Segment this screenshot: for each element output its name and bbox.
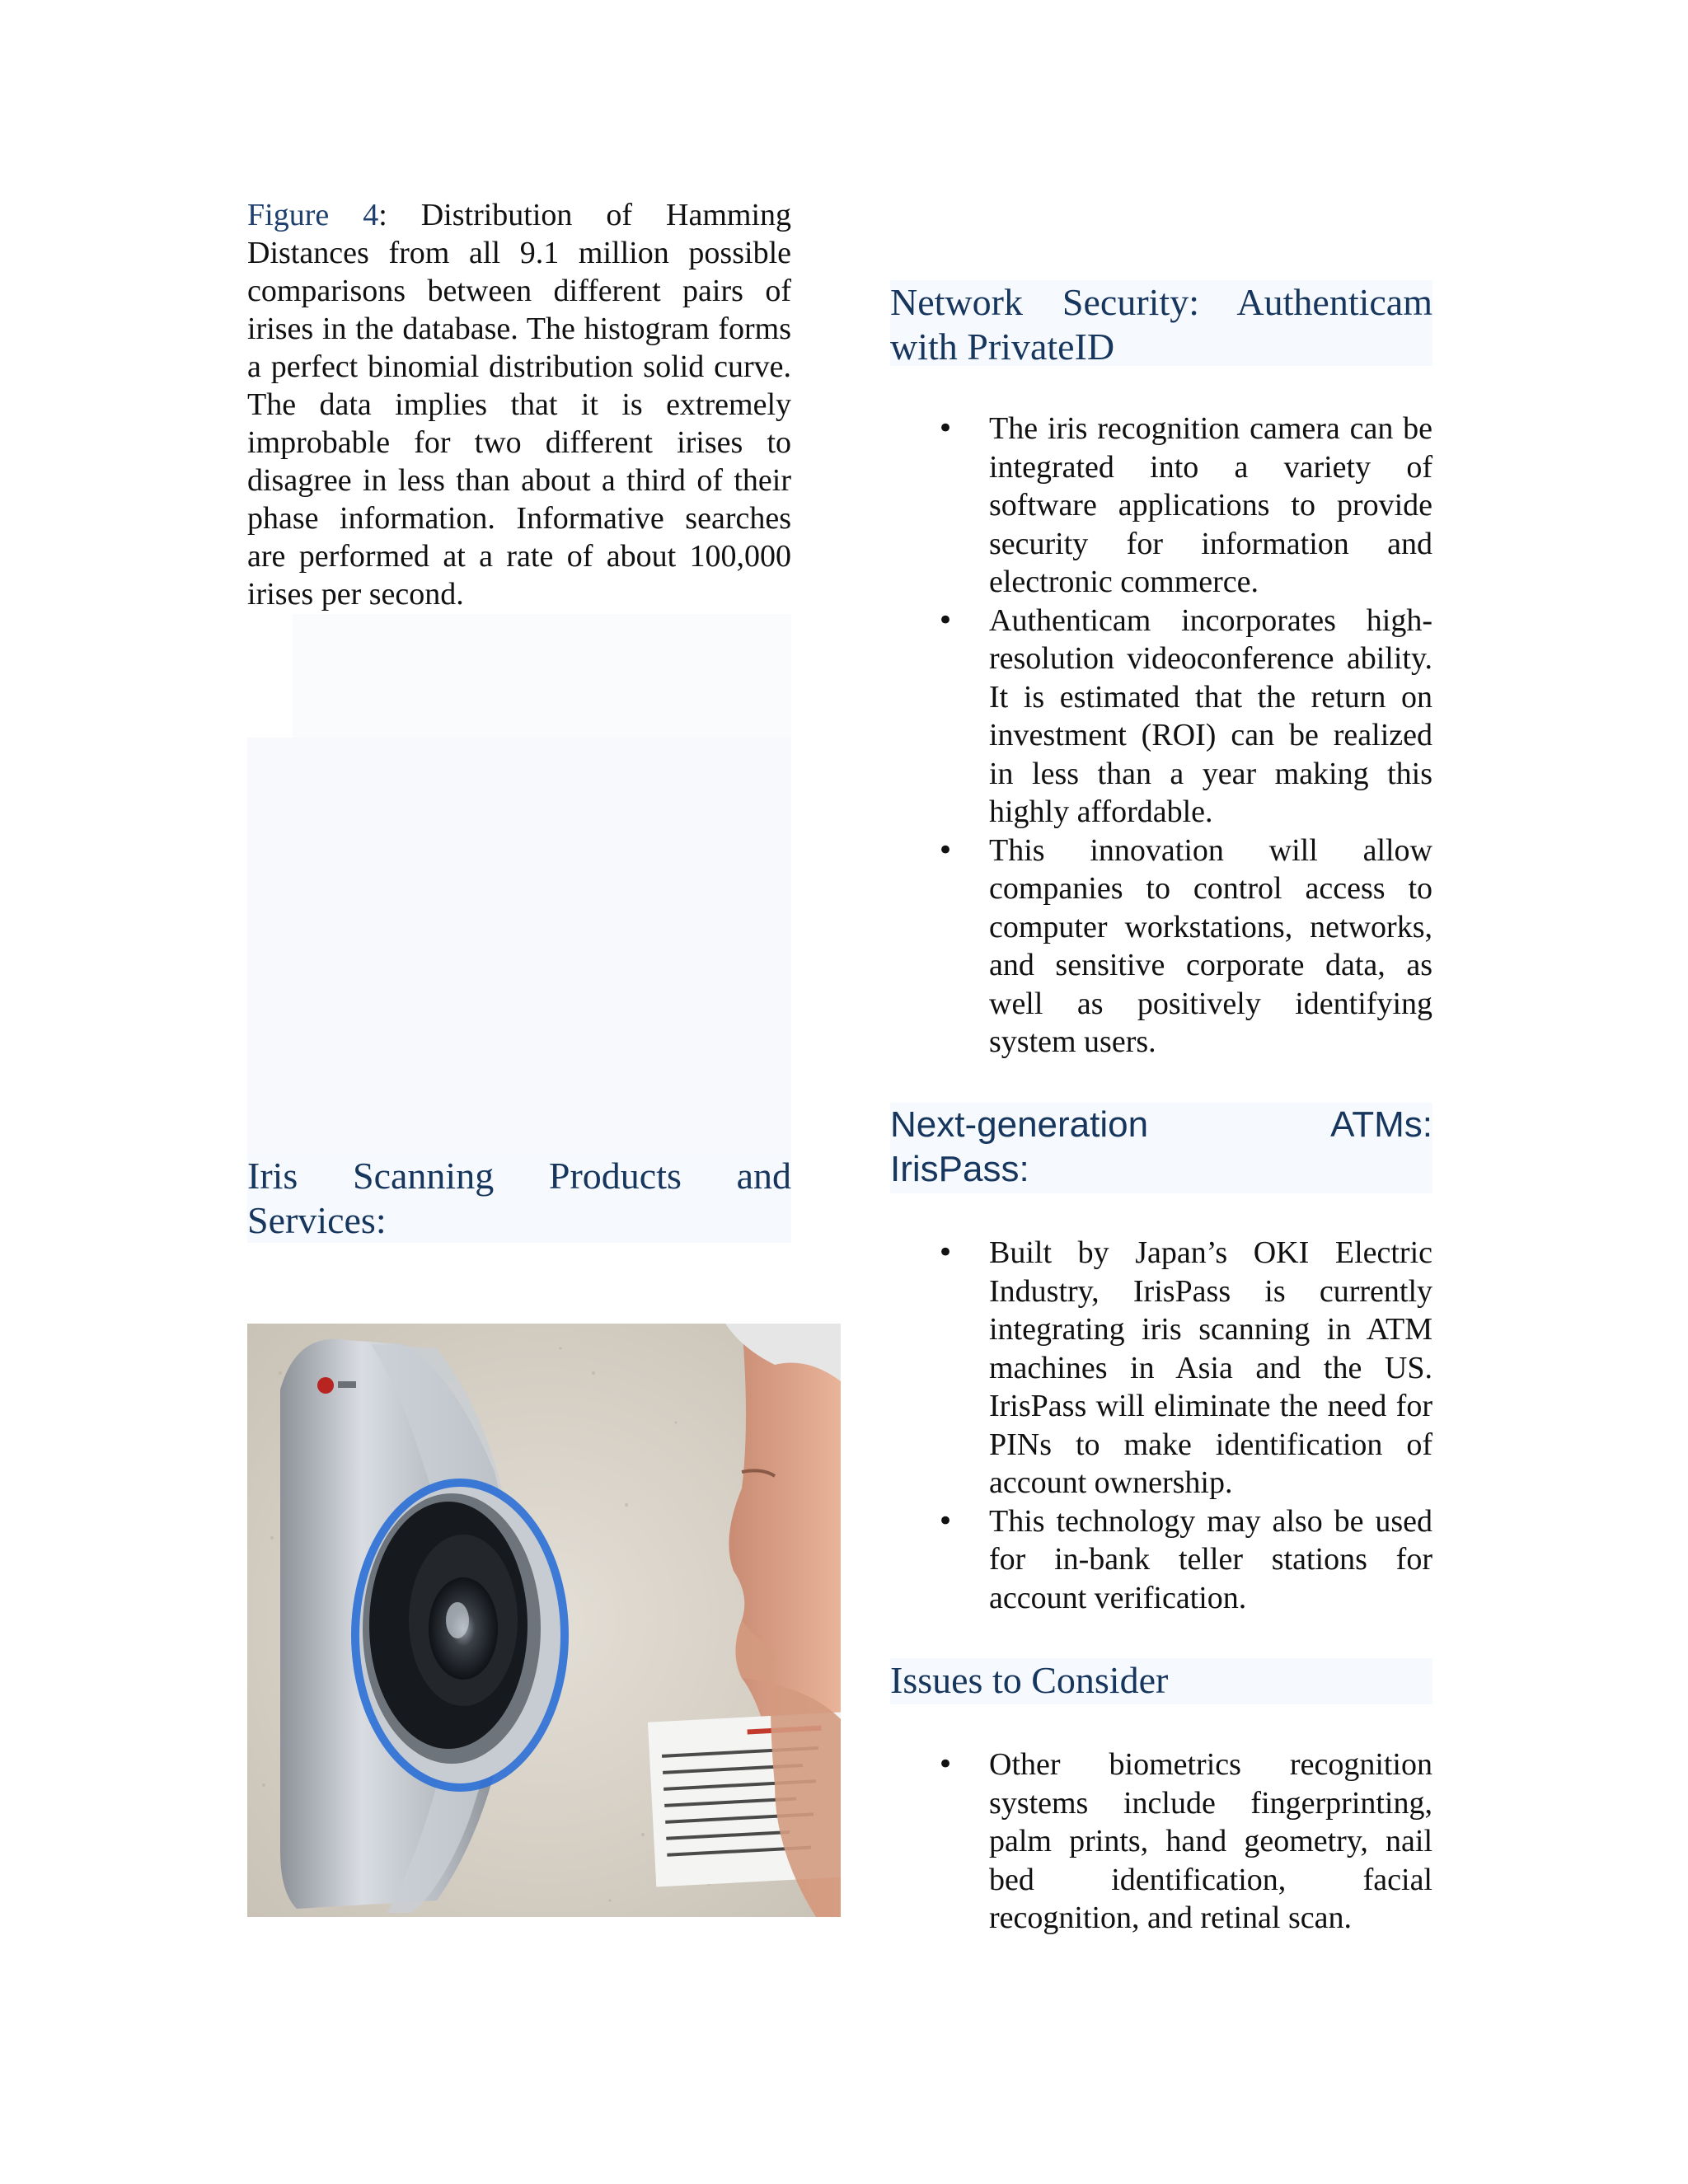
figure-label: Figure 4	[247, 198, 379, 232]
iris-scanning-heading	[247, 1154, 791, 1243]
list-item: • This technology may also be used for in-bank teller stations for account verification.	[890, 1502, 1432, 1618]
heading-line: Iris Scanning Products and	[247, 1155, 791, 1197]
figure-caption-text: : Distribution of Hamming Distances from all 9.1 million possible comparisons between different pairs of irises in the database. The histogram forms a perfect binomial distribution solid curve. The data implies that it is extremely improbable for two different irises to disagree in less than about a third of their phase information. Informative searches are performed at a rate of about 100,000 irises per second.	[247, 198, 791, 612]
list-item: • This innovation will allow companies to control access to computer workstations, networks, and sensitive corporate data, as well as positively identifying system users.	[890, 832, 1432, 1062]
heading-line: IrisPass:	[890, 1149, 1029, 1189]
network-security-list	[890, 410, 1432, 1062]
list-item: • Other biometrics recognition systems include fingerprinting, palm prints, hand geometry, nail bed identification, facial recognition, and retinal scan.	[890, 1746, 1432, 1938]
list-item: • Authenticam incorporates high-resolution videoconference ability. It is estimated that the return on investment (ROI) can be realized in less than a year making this highly affordable.	[890, 602, 1432, 832]
network-security-heading	[890, 280, 1432, 366]
figure-placeholder-area	[293, 614, 791, 738]
heading-line: Issues to Consider	[890, 1659, 1169, 1701]
list-item: • The iris recognition camera can be integrated into a variety of software applications to provide security for information and electronic commerce.	[890, 410, 1432, 602]
atms-heading	[890, 1103, 1432, 1193]
iris-scanner-photo	[247, 1324, 841, 1917]
issues-heading	[890, 1658, 1432, 1704]
list-item: • Built by Japan’s OKI Electric Industry, IrisPass is currently integrating iris scanning in ATM machines in Asia and the US. IrisPass will eliminate the need for PINs to make identification of account ownership.	[890, 1234, 1432, 1502]
figure-caption	[247, 196, 791, 613]
heading-line: Network Security: Authenticam	[890, 281, 1432, 323]
atms-list	[890, 1234, 1432, 1617]
iris-scanner-photo-icon	[247, 1324, 841, 1917]
issues-list	[890, 1746, 1432, 1938]
heading-line: with PrivateID	[890, 326, 1115, 368]
heading-line: Next-generation ATMs:	[890, 1104, 1432, 1145]
heading-line: Services:	[247, 1199, 387, 1241]
